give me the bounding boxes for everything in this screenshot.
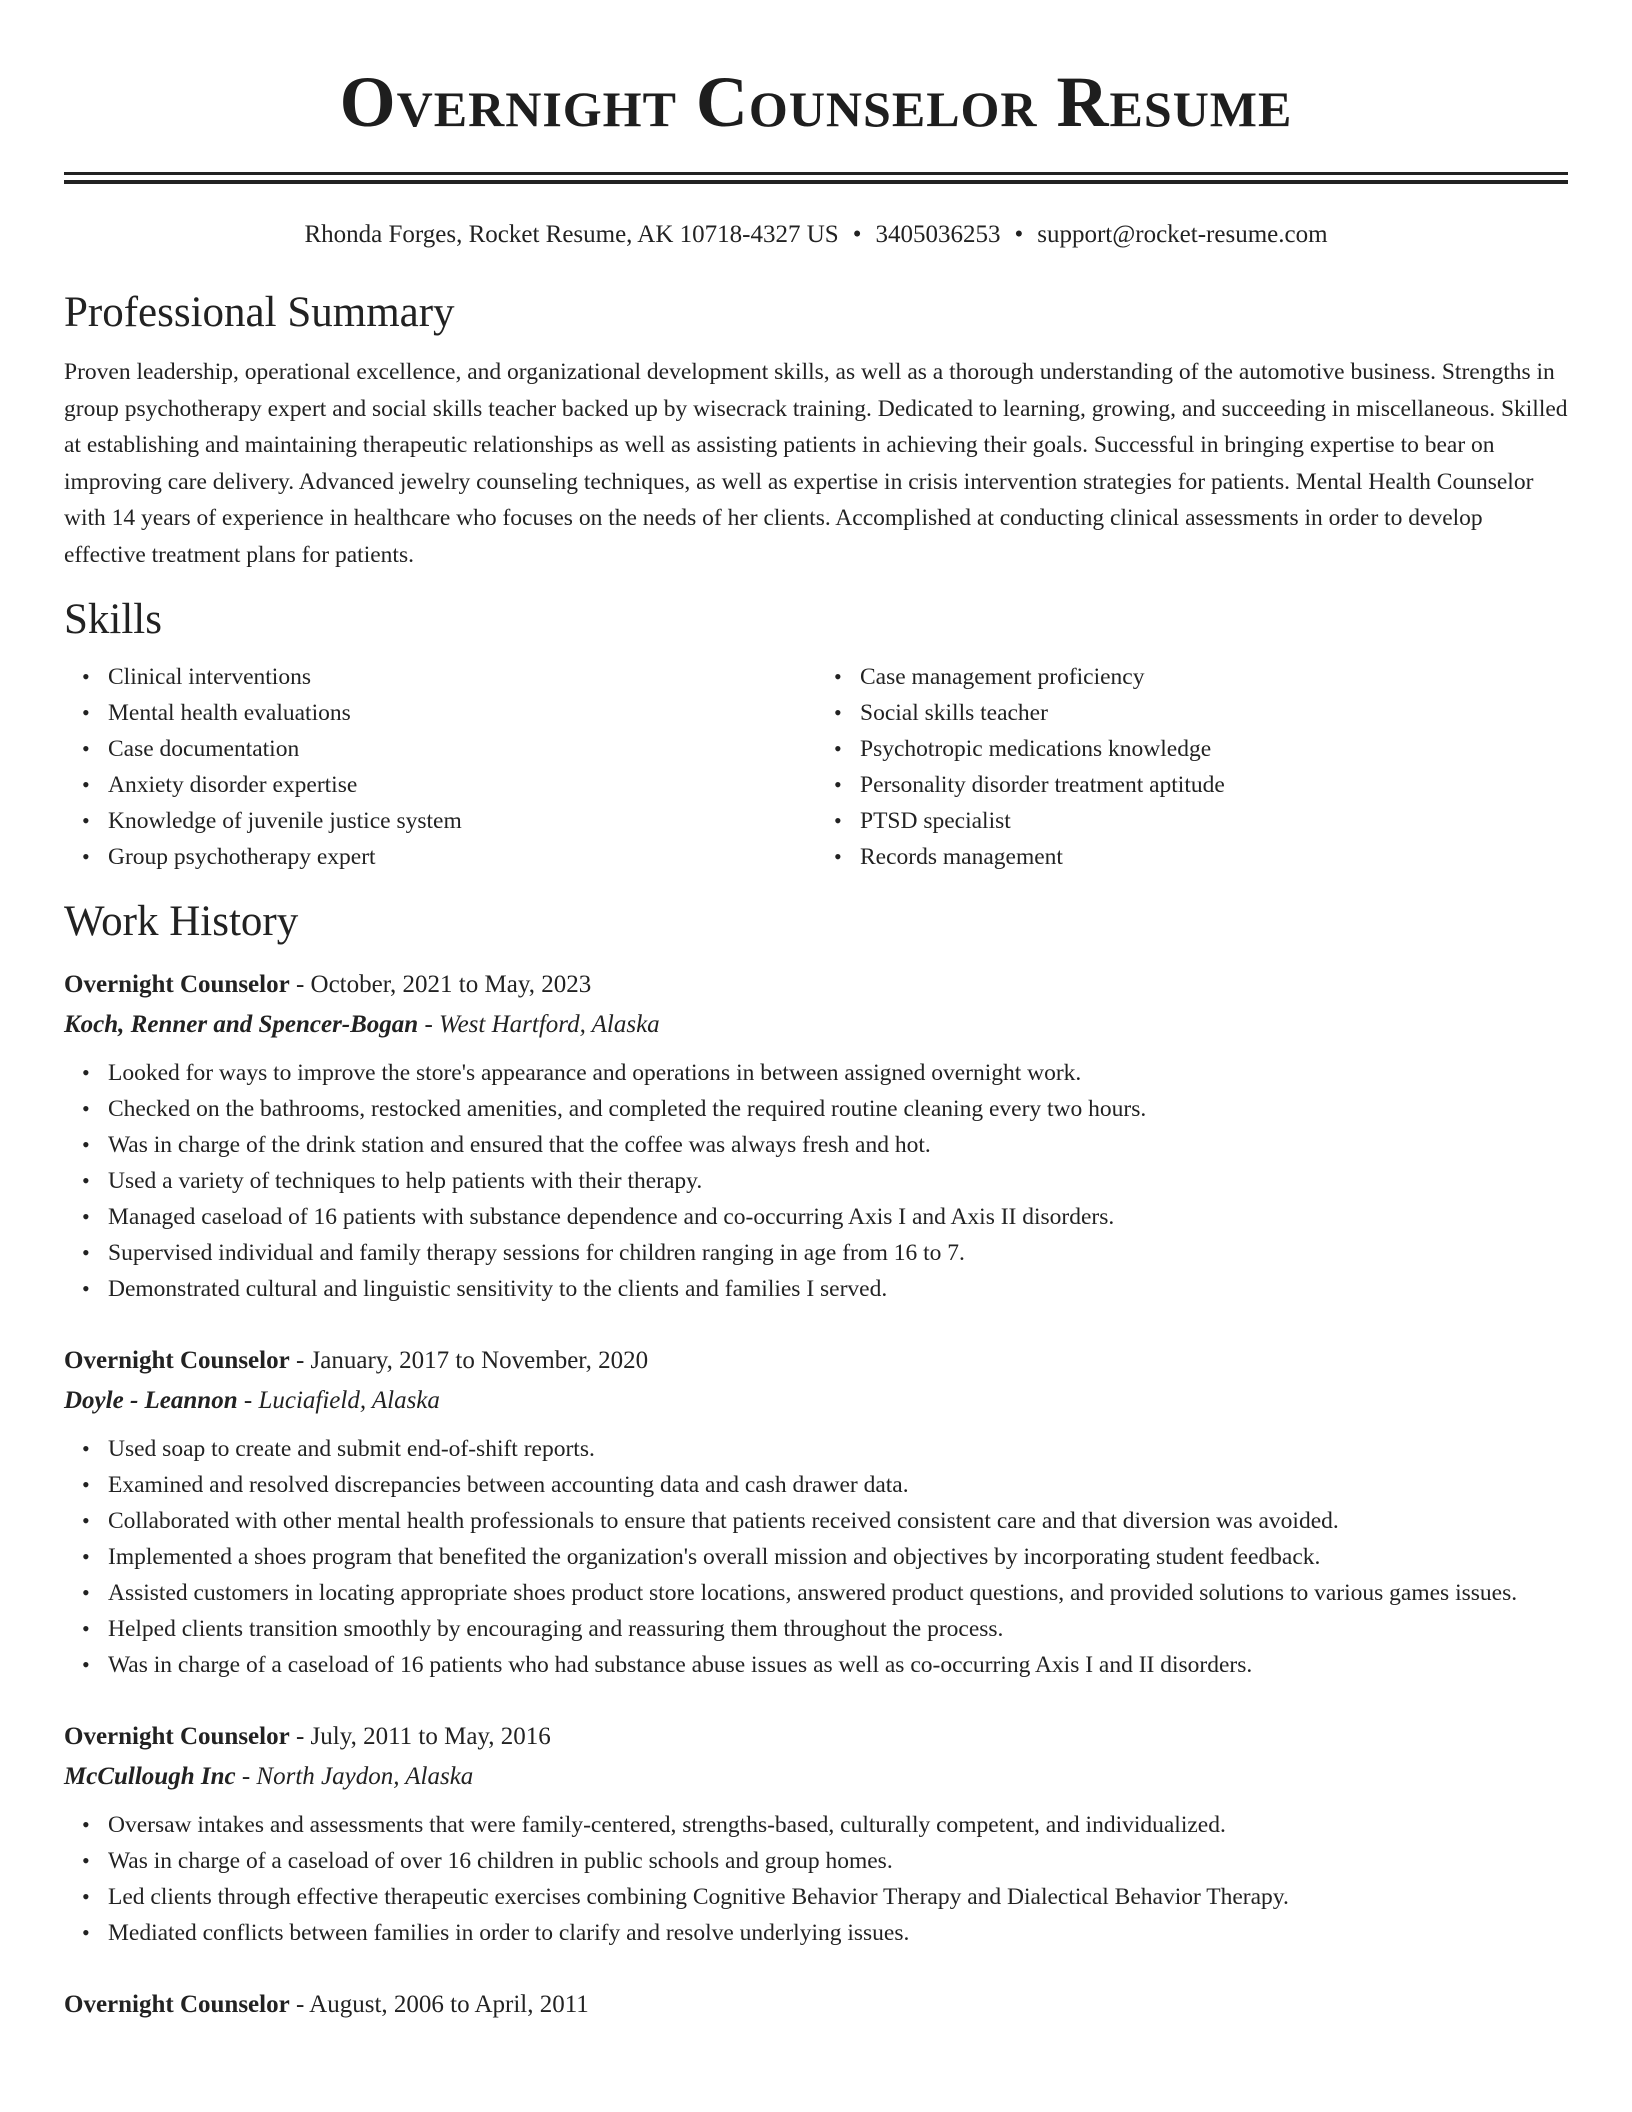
job-company: McCullough Inc bbox=[64, 1763, 236, 1790]
skill-item: • Personality disorder treatment aptitude bbox=[860, 767, 1568, 803]
work-history-heading: Work History bbox=[64, 898, 299, 945]
contact-line bbox=[64, 218, 1568, 252]
contact-address: Rhonda Forges, Rocket Resume, AK 10718-4327 US bbox=[304, 221, 839, 248]
duty-item: • Examined and resolved discrepancies between accounting data and cash drawer data. bbox=[108, 1467, 1568, 1503]
duty-item: • Managed caseload of 16 patients with substance dependence and co-occurring Axis I and Axis II disorders. bbox=[108, 1199, 1568, 1235]
job-title-line: Overnight Counselor - August, 2006 to April, 2011 bbox=[64, 1991, 589, 2018]
job-role: Overnight Counselor bbox=[64, 1723, 290, 1750]
skill-item: • Anxiety disorder expertise bbox=[108, 767, 816, 803]
summary-heading: Professional Summary bbox=[64, 289, 455, 336]
job-dates: August, 2006 to April, 2011 bbox=[309, 1991, 589, 2018]
duty-item: • Helped clients transition smoothly by encouraging and reassuring them throughout the process. bbox=[108, 1611, 1568, 1647]
duty-item: • Was in charge of the drink station and ensured that the coffee was always fresh and hot. bbox=[108, 1127, 1568, 1163]
skill-item: • Records management bbox=[860, 839, 1568, 875]
job-duties bbox=[64, 1807, 1568, 1951]
skill-item: • Mental health evaluations bbox=[108, 695, 816, 731]
job-dates: October, 2021 to May, 2023 bbox=[310, 971, 592, 998]
skill-item: • Psychotropic medications knowledge bbox=[860, 731, 1568, 767]
duty-item: • Oversaw intakes and assessments that were family-centered, strengths-based, culturally competent, and individualized. bbox=[108, 1807, 1568, 1843]
duty-item: • Led clients through effective therapeutic exercises combining Cognitive Behavior Therapy and Dialectical Behavior Therapy. bbox=[108, 1879, 1568, 1915]
job-duties bbox=[64, 1055, 1568, 1307]
job-company: Koch, Renner and Spencer-Bogan bbox=[64, 1011, 419, 1038]
job-location: Luciafield, Alaska bbox=[258, 1387, 440, 1414]
job-company-line: McCullough Inc - North Jaydon, Alaska bbox=[64, 1763, 474, 1790]
job-duties bbox=[64, 1431, 1568, 1683]
title-divider bbox=[64, 172, 1568, 184]
contact-separator: • bbox=[852, 221, 862, 248]
job-role: Overnight Counselor bbox=[64, 1991, 290, 2018]
resume-title: Overnight Counselor Resume bbox=[339, 62, 1293, 142]
contact-separator: • bbox=[1014, 221, 1024, 248]
job-dates: January, 2017 to November, 2020 bbox=[310, 1347, 649, 1374]
skill-item: • Case documentation bbox=[108, 731, 816, 767]
skills-column-left bbox=[64, 659, 816, 875]
duty-item: • Was in charge of a caseload of over 16 children in public schools and group homes. bbox=[108, 1843, 1568, 1879]
job-entry bbox=[64, 1985, 1568, 2025]
contact-phone: 3405036253 bbox=[875, 221, 1001, 248]
job-company-line: Doyle - Leannon - Luciafield, Alaska bbox=[64, 1387, 440, 1414]
skills-heading: Skills bbox=[64, 596, 162, 643]
duty-item: • Was in charge of a caseload of 16 patients who had substance abuse issues as well as co-occurring Axis I and II disorders. bbox=[108, 1647, 1568, 1683]
duty-item: • Used soap to create and submit end-of-shift reports. bbox=[108, 1431, 1568, 1467]
job-title-line: Overnight Counselor - July, 2011 to May, 2016 bbox=[64, 1723, 551, 1750]
skill-item: • Case management proficiency bbox=[860, 659, 1568, 695]
job-company: Doyle - Leannon bbox=[64, 1387, 238, 1414]
job-entry bbox=[64, 965, 1568, 1307]
skill-item: • Knowledge of juvenile justice system bbox=[108, 803, 816, 839]
contact-email: support@rocket-resume.com bbox=[1037, 221, 1328, 248]
skill-item: • Clinical interventions bbox=[108, 659, 816, 695]
duty-item: • Checked on the bathrooms, restocked amenities, and completed the required routine cleaning every two hours. bbox=[108, 1091, 1568, 1127]
duty-item: • Looked for ways to improve the store's appearance and operations in between assigned overnight work. bbox=[108, 1055, 1568, 1091]
job-title-line: Overnight Counselor - October, 2021 to May, 2023 bbox=[64, 971, 592, 998]
duty-item: • Supervised individual and family therapy sessions for children ranging in age from 16 to 7. bbox=[108, 1235, 1568, 1271]
job-location: West Hartford, Alaska bbox=[439, 1011, 660, 1038]
skills-column-right bbox=[816, 659, 1568, 875]
skills-list bbox=[64, 659, 1568, 875]
duty-item: • Assisted customers in locating appropriate shoes product store locations, answered product questions, and provided solutions to various games issues. bbox=[108, 1575, 1568, 1611]
job-entry bbox=[64, 1717, 1568, 1951]
duty-item: • Used a variety of techniques to help patients with their therapy. bbox=[108, 1163, 1568, 1199]
summary-text: Proven leadership, operational excellence, and organizational development skills, as well as a thorough understanding of the automotive business. Strengths in group psychotherapy expert and social skills teacher backed up by wisecrack training. Dedicated to learning, growing, and succeeding in miscellaneous. Skilled at establishing and maintaining therapeutic relationships as well as assisting patients in achieving their goals. Successful in bringing expertise to bear on improving care delivery. Advanced jewelry counseling techniques, as well as expertise in crisis intervention strategies for patients. Mental Health Counselor with 14 years of experience in healthcare who focuses on the needs of her clients. Accomplished at conducting clinical assessments in order to develop effective treatment plans for patients. bbox=[64, 359, 1568, 568]
job-entry bbox=[64, 1341, 1568, 1683]
job-company-line: Koch, Renner and Spencer-Bogan - West Hartford, Alaska bbox=[64, 1011, 660, 1038]
skill-item: • PTSD specialist bbox=[860, 803, 1568, 839]
duty-item: • Demonstrated cultural and linguistic sensitivity to the clients and families I served. bbox=[108, 1271, 1568, 1307]
duty-item: • Mediated conflicts between families in order to clarify and resolve underlying issues. bbox=[108, 1915, 1568, 1951]
duty-item: • Implemented a shoes program that benefited the organization's overall mission and objectives by incorporating student feedback. bbox=[108, 1539, 1568, 1575]
job-title-line: Overnight Counselor - January, 2017 to November, 2020 bbox=[64, 1347, 649, 1374]
skill-item: • Social skills teacher bbox=[860, 695, 1568, 731]
job-location: North Jaydon, Alaska bbox=[256, 1763, 474, 1790]
skill-item: • Group psychotherapy expert bbox=[108, 839, 816, 875]
duty-item: • Collaborated with other mental health professionals to ensure that patients received consistent care and that diversion was avoided. bbox=[108, 1503, 1568, 1539]
job-role: Overnight Counselor bbox=[64, 971, 290, 998]
job-role: Overnight Counselor bbox=[64, 1347, 290, 1374]
job-dates: July, 2011 to May, 2016 bbox=[310, 1723, 551, 1750]
